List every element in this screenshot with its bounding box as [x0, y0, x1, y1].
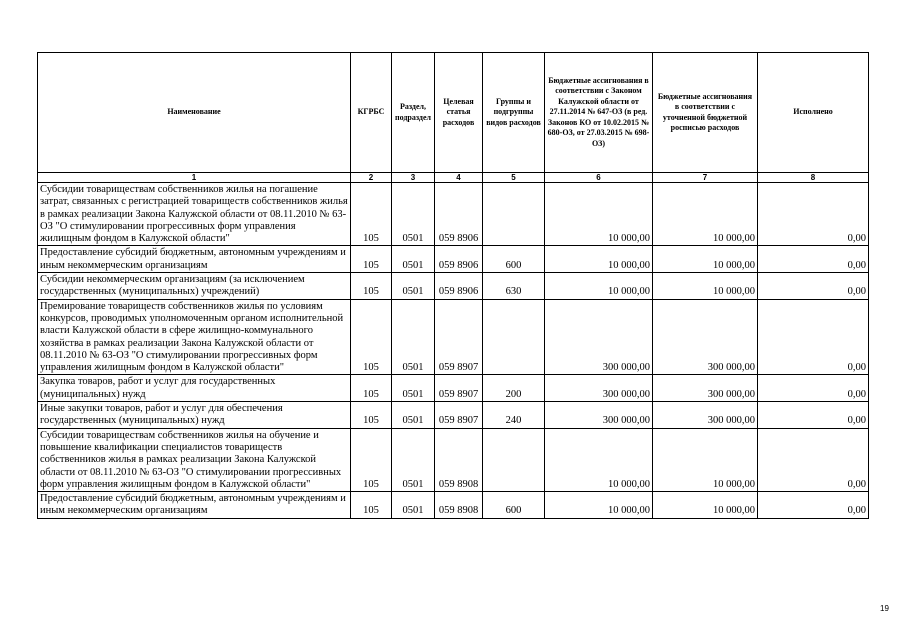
page-number: 19: [880, 604, 889, 613]
row-budget-refined: 300 000,00: [653, 375, 758, 402]
budget-table-page: [37, 52, 868, 519]
row-section: 0501: [392, 246, 435, 273]
table-row: [38, 428, 869, 491]
row-section: 0501: [392, 273, 435, 300]
row-expense-group: [483, 428, 545, 491]
table-row: [38, 273, 869, 300]
row-kgrbs: 105: [351, 402, 392, 429]
row-budget-refined: 10 000,00: [653, 183, 758, 246]
row-budget-refined: 10 000,00: [653, 273, 758, 300]
row-executed: 0,00: [758, 428, 869, 491]
column-number: 7: [653, 173, 758, 183]
table-row: [38, 183, 869, 246]
row-target-article: 059 8906: [435, 183, 483, 246]
row-section: 0501: [392, 299, 435, 375]
header-row: [38, 53, 869, 173]
row-section: 0501: [392, 183, 435, 246]
table-row: [38, 492, 869, 519]
row-budget-law: 10 000,00: [545, 246, 653, 273]
row-target-article: 059 8907: [435, 375, 483, 402]
row-target-article: 059 8907: [435, 299, 483, 375]
header-expense-group: Группы и подгруппы видов расходов: [483, 53, 545, 173]
row-executed: 0,00: [758, 246, 869, 273]
row-kgrbs: 105: [351, 492, 392, 519]
row-name: Предоставление субсидий бюджетным, автономным учреждениям и иным некоммерческим организациям: [38, 492, 351, 519]
row-budget-law: 10 000,00: [545, 428, 653, 491]
column-number: 6: [545, 173, 653, 183]
row-budget-law: 300 000,00: [545, 375, 653, 402]
header-kgrbs: КГРБС: [351, 53, 392, 173]
row-target-article: 059 8907: [435, 402, 483, 429]
row-kgrbs: 105: [351, 246, 392, 273]
row-executed: 0,00: [758, 375, 869, 402]
row-target-article: 059 8906: [435, 273, 483, 300]
row-name: Иные закупки товаров, работ и услуг для обеспечения государственных (муниципальных) нужд: [38, 402, 351, 429]
header-section: Раздел, подраздел: [392, 53, 435, 173]
row-section: 0501: [392, 402, 435, 429]
row-name: Субсидии товариществам собственников жилья на погашение затрат, связанных с регистрацией товариществ собственников жилья в рамках реализации Закона Калужской области от 08.11.2010 № 63-ОЗ "О стимулировании прогрессивных форм управления жилищным фондом в Калужской области": [38, 183, 351, 246]
table-row: [38, 375, 869, 402]
row-expense-group: [483, 183, 545, 246]
row-expense-group: 240: [483, 402, 545, 429]
column-number-row: [38, 173, 869, 183]
column-number: 1: [38, 173, 351, 183]
row-kgrbs: 105: [351, 299, 392, 375]
row-expense-group: 600: [483, 246, 545, 273]
column-number: 4: [435, 173, 483, 183]
column-number: 8: [758, 173, 869, 183]
row-executed: 0,00: [758, 299, 869, 375]
row-budget-refined: 10 000,00: [653, 246, 758, 273]
row-name: Премирование товариществ собственников жилья по условиям конкурсов, проводимых уполномоченным органом исполнительной власти Калужской области в сфере жилищно-коммунального хозяйства в рамках реализации Закона Калужской области от 08.11.2010 № 63-ОЗ "О стимулировании прогрессивных форм управления жилищным фондом в Калужской области": [38, 299, 351, 375]
row-budget-law: 300 000,00: [545, 402, 653, 429]
row-kgrbs: 105: [351, 375, 392, 402]
table-row: [38, 246, 869, 273]
column-number: 2: [351, 173, 392, 183]
row-expense-group: 200: [483, 375, 545, 402]
header-budget-law: Бюджетные ассигнования в соответствии с Законом Калужской области от 27.11.2014 № 647-ОЗ (в ред. Законов КО от 10.02.2015 № 680-ОЗ, от 27.03.2015 № 698-ОЗ): [545, 53, 653, 173]
row-budget-law: 10 000,00: [545, 273, 653, 300]
row-name: Субсидии некоммерческим организациям (за исключением государственных (муниципальных) учреждений): [38, 273, 351, 300]
row-expense-group: 630: [483, 273, 545, 300]
header-name: Наименование: [38, 53, 351, 173]
row-kgrbs: 105: [351, 428, 392, 491]
row-section: 0501: [392, 428, 435, 491]
header-executed: Исполнено: [758, 53, 869, 173]
row-section: 0501: [392, 492, 435, 519]
row-kgrbs: 105: [351, 183, 392, 246]
row-budget-refined: 300 000,00: [653, 299, 758, 375]
row-name: Закупка товаров, работ и услуг для государственных (муниципальных) нужд: [38, 375, 351, 402]
column-number: 3: [392, 173, 435, 183]
column-number: 5: [483, 173, 545, 183]
row-executed: 0,00: [758, 402, 869, 429]
row-kgrbs: 105: [351, 273, 392, 300]
table-body: [38, 183, 869, 519]
row-executed: 0,00: [758, 183, 869, 246]
row-executed: 0,00: [758, 492, 869, 519]
table-row: [38, 299, 869, 375]
row-section: 0501: [392, 375, 435, 402]
row-budget-refined: 10 000,00: [653, 428, 758, 491]
header-budget-refined: Бюджетные ассигнования в соответствии с уточненной бюджетной росписью расходов: [653, 53, 758, 173]
row-expense-group: [483, 299, 545, 375]
row-expense-group: 600: [483, 492, 545, 519]
row-budget-refined: 10 000,00: [653, 492, 758, 519]
row-budget-law: 300 000,00: [545, 299, 653, 375]
table-row: [38, 402, 869, 429]
row-target-article: 059 8906: [435, 246, 483, 273]
row-name: Предоставление субсидий бюджетным, автономным учреждениям и иным некоммерческим организациям: [38, 246, 351, 273]
row-budget-law: 10 000,00: [545, 492, 653, 519]
header-target-article: Целевая статья расходов: [435, 53, 483, 173]
row-budget-law: 10 000,00: [545, 183, 653, 246]
row-target-article: 059 8908: [435, 428, 483, 491]
row-executed: 0,00: [758, 273, 869, 300]
row-budget-refined: 300 000,00: [653, 402, 758, 429]
row-target-article: 059 8908: [435, 492, 483, 519]
row-name: Субсидии товариществам собственников жилья на обучение и повышение квалификации специалистов товариществ собственников жилья в рамках реализации Закона Калужской области от 08.11.2010 № 63-ОЗ "О стимулировании прогрессивных форм управления жилищным фондом в Калужской области": [38, 428, 351, 491]
budget-table: [37, 52, 869, 519]
